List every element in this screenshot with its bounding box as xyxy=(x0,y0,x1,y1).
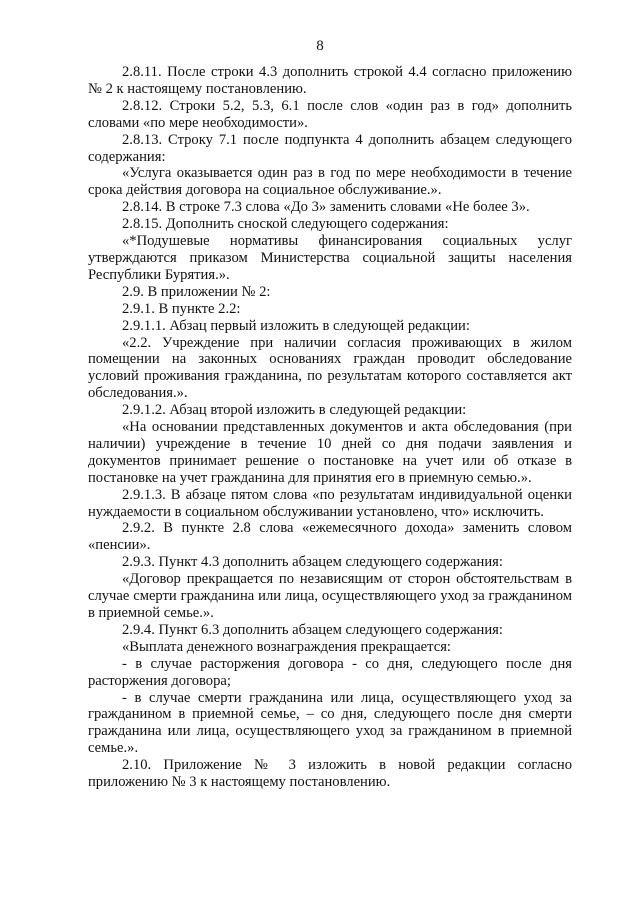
paragraph-2-8-12: 2.8.12. Строки 5.2, 5.3, 6.1 после слов «один раз в год» дополнить словами «по мере необходимости». xyxy=(88,97,572,131)
paragraph-2-10: 2.10. Приложение № 3 изложить в новой редакции согласно приложению № 3 к настоящему постановлению. xyxy=(88,757,572,791)
paragraph-2-9-1: 2.9.1. В пункте 2.2: xyxy=(122,300,241,317)
quote-footnote-normatives: «*Подушевые нормативы финансирования социальных услуг утверждаются приказом Министерства социальной защиты населения Республики Бурятия.». xyxy=(88,233,572,283)
paragraph-2-8-15: 2.8.15. Дополнить сноской следующего содержания: xyxy=(122,216,449,233)
quote-service-frequency: «Услуга оказывается один раз в год по мере необходимости в течение срока действия договора на социальное обслуживание.». xyxy=(88,165,572,199)
list-item-death-case: - в случае смерти гражданина или лица, осуществляющего уход за гражданином в приемной семье, – со дня, следующего после дня смерти гражданина или лица, осуществляющего уход за гражданином в приемной семье.». xyxy=(88,689,572,757)
paragraph-2-9-1-3: 2.9.1.3. В абзаце пятом слова «по результатам индивидуальной оценки нуждаемости в социальном обслуживании установлено, что» исключить. xyxy=(88,486,572,520)
document-body xyxy=(88,64,572,791)
paragraph-2-9-1-2: 2.9.1.2. Абзац второй изложить в следующей редакции: xyxy=(122,402,467,419)
quote-payment-termination: «Выплата денежного вознаграждения прекращается: xyxy=(122,638,451,655)
paragraph-2-8-13: 2.8.13. Строку 7.1 после подпункта 4 дополнить абзацем следующего содержания: xyxy=(88,131,572,165)
quote-clause-2-2: «2.2. Учреждение при наличии согласия проживающих в жилом помещении на законных основаниях граждан проводит обследование условий проживания гражданина, по результатам которого составляется акт обследования.». xyxy=(88,334,572,402)
quote-registration-decision: «На основании представленных документов и акта обследования (при наличии) учреждение в течение 10 дней со дня подачи заявления и документов принимает решение о постановке на учет или об отказе в постановке на учет гражданина для принятия его в приемную семью.». xyxy=(88,419,572,486)
paragraph-2-9-3: 2.9.3. Пункт 4.3 дополнить абзацем следующего содержания: xyxy=(122,554,503,571)
paragraph-2-9-2: 2.9.2. В пункте 2.8 слова «ежемесячного дохода» заменить словом «пенсии». xyxy=(88,520,572,554)
list-item-contract-dissolution: - в случае расторжения договора - со дня, следующего после дня расторжения договора; xyxy=(88,655,572,689)
paragraph-2-9: 2.9. В приложении № 2: xyxy=(122,283,271,300)
page-number: 8 xyxy=(316,38,324,54)
paragraph-2-9-1-1: 2.9.1.1. Абзац первый изложить в следующей редакции: xyxy=(122,317,470,334)
paragraph-2-9-4: 2.9.4. Пункт 6.3 дополнить абзацем следующего содержания: xyxy=(122,621,503,638)
paragraph-2-8-11: 2.8.11. После строки 4.3 дополнить строкой 4.4 согласно приложению № 2 к настоящему постановлению. xyxy=(88,64,572,97)
quote-contract-termination: «Договор прекращается по независящим от сторон обстоятельствам в случае смерти гражданина или лица, осуществляющего уход за гражданином в приемной семье.». xyxy=(88,571,572,621)
paragraph-2-8-14: 2.8.14. В строке 7.3 слова «До 3» заменить словами «Не более 3». xyxy=(122,199,530,216)
